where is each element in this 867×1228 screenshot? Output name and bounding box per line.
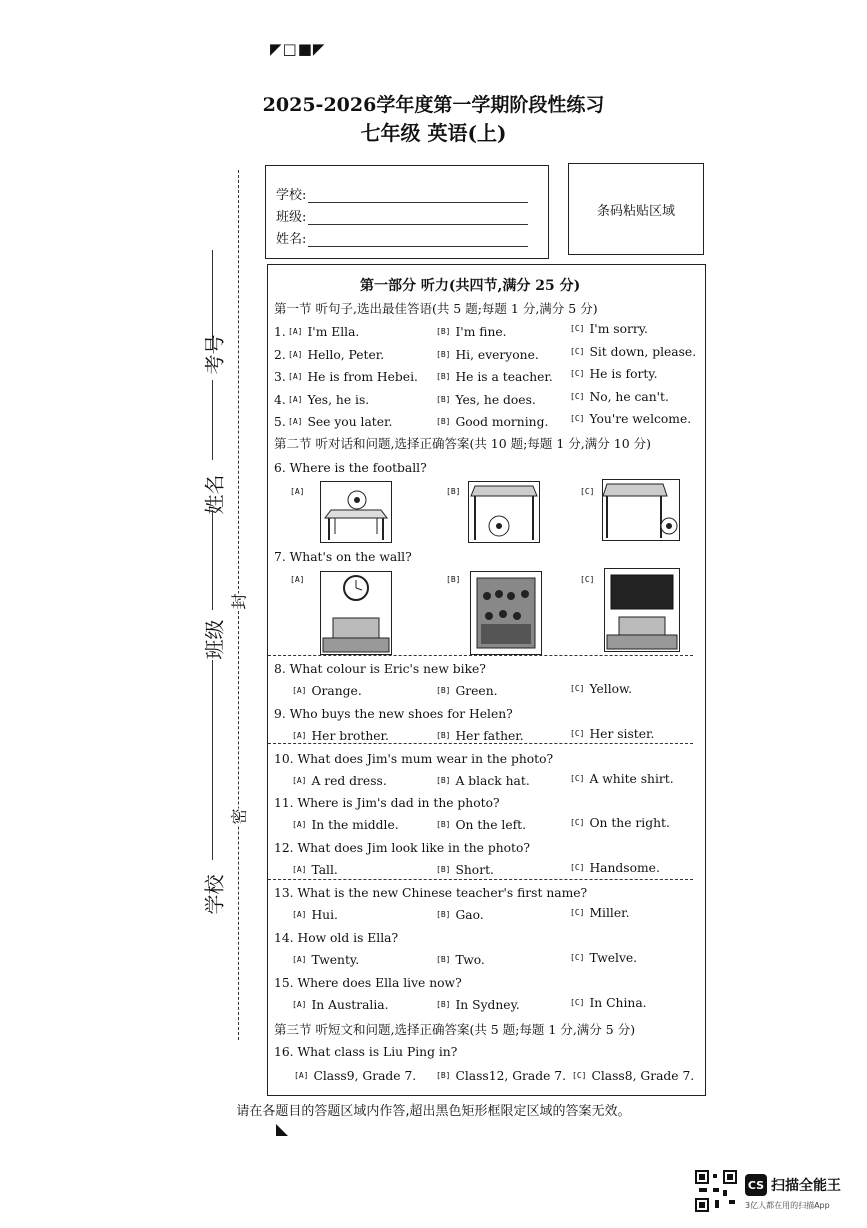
section2-heading: 第二节 听对话和问题,选择正确答案(共 10 题;每题 1 分,满分 10 分) xyxy=(274,436,651,451)
q14-option-b-text: Two. xyxy=(455,952,485,967)
q12-option-c-text: Handsome. xyxy=(589,861,660,876)
secret-label: 密 xyxy=(227,808,250,824)
q14-option-c[interactable] xyxy=(570,951,637,965)
question-9: 9. Who buys the new shoes for Helen? xyxy=(274,706,513,721)
q11-option-b-text: On the left. xyxy=(455,818,527,833)
q1-option-a-text: I'm Ella. xyxy=(307,325,360,339)
question-16: 16. What class is Liu Ping in? xyxy=(274,1045,458,1059)
school-label: 学校: xyxy=(276,188,307,203)
q11-option-c[interactable] xyxy=(570,816,670,830)
q12-option-a[interactable] xyxy=(292,863,338,877)
class-line xyxy=(308,212,528,225)
q11-option-c-letter: [C] xyxy=(570,818,585,828)
question-5-number: 5. xyxy=(274,415,286,429)
q4-option-b[interactable] xyxy=(436,393,536,407)
question-7: 7. What's on the wall? xyxy=(274,550,412,564)
q13-option-b[interactable] xyxy=(436,908,484,922)
q13-option-c-text: Miller. xyxy=(589,906,630,920)
wall-clock-image[interactable] xyxy=(320,571,392,655)
q16-option-b-letter: [B] xyxy=(436,1071,451,1080)
q8-option-c-text: Yellow. xyxy=(589,682,633,696)
q11-option-a-letter: [A] xyxy=(292,820,307,830)
q4-option-c-letter: [C] xyxy=(570,391,585,401)
side-class-label: 班级 xyxy=(202,619,227,660)
q10-option-b-text: A black hat. xyxy=(455,773,530,788)
q12-option-a-letter: [A] xyxy=(292,865,307,875)
q11-option-b[interactable] xyxy=(436,818,526,832)
divider-1 xyxy=(268,655,693,656)
q16-option-b[interactable] xyxy=(436,1069,566,1083)
q14-option-a-letter: [A] xyxy=(292,954,307,964)
q11-option-c-text: On the right. xyxy=(589,816,670,831)
question-11: 11. Where is Jim's dad in the photo? xyxy=(274,796,500,811)
q4-option-a-letter: [A] xyxy=(288,394,303,404)
q16-option-c-text: Class8, Grade 7. xyxy=(591,1069,695,1083)
q5-option-b-text: Good morning. xyxy=(455,415,549,429)
q2-option-c-letter: [C] xyxy=(570,346,585,356)
q13-option-c-letter: [C] xyxy=(570,908,585,917)
q15-option-a[interactable] xyxy=(292,998,389,1012)
exam-subtitle: 七年级 英语(上) xyxy=(360,121,507,145)
divider-3 xyxy=(268,879,693,880)
question-8: 8. What colour is Eric's new bike? xyxy=(274,662,486,676)
q13-option-b-letter: [B] xyxy=(436,910,451,919)
section1-heading: 第一节 听句子,选出最佳答语(共 5 题;每题 1 分,满分 5 分) xyxy=(274,301,598,316)
divider-2 xyxy=(268,743,693,744)
corner-triangle-mark xyxy=(276,1124,288,1136)
q15-option-b-text: In Sydney. xyxy=(455,997,520,1012)
q10-option-a-letter: [A] xyxy=(292,775,307,785)
q13-option-b-text: Gao. xyxy=(455,908,484,922)
q8-option-c[interactable] xyxy=(570,682,632,696)
question-12: 12. What does Jim look like in the photo? xyxy=(274,841,530,856)
q15-option-b-letter: [B] xyxy=(436,999,451,1009)
q3-option-b-letter: [B] xyxy=(436,372,451,381)
q16-option-c[interactable] xyxy=(572,1069,694,1083)
part1-title: 第一部分 听力(共四节,满分 25 分) xyxy=(360,278,581,294)
q1-option-b-text: I'm fine. xyxy=(455,325,507,339)
q2-option-a[interactable] xyxy=(288,348,384,362)
q16-option-a[interactable] xyxy=(294,1069,416,1083)
q16-option-c-letter: [C] xyxy=(572,1071,587,1080)
q8-option-b[interactable] xyxy=(436,684,498,698)
listening-section xyxy=(267,264,706,1096)
q14-option-a-text: Twenty. xyxy=(311,952,360,967)
q6-option-a-letter[interactable]: [A] xyxy=(290,487,305,496)
q10-option-c-text: A white shirt. xyxy=(589,771,674,786)
school-side-line xyxy=(212,660,213,860)
q12-option-c-letter: [C] xyxy=(570,863,585,873)
q10-option-b[interactable] xyxy=(436,774,530,788)
q3-option-b[interactable] xyxy=(436,370,553,384)
barcode-area: 条码粘贴区域 xyxy=(568,163,704,255)
q16-option-b-text: Class12, Grade 7. xyxy=(455,1069,567,1083)
q5-option-c[interactable] xyxy=(570,412,691,426)
q4-option-b-text: Yes, he does. xyxy=(455,392,536,407)
q2-option-c-text: Sit down, please. xyxy=(589,344,697,359)
q9-option-c[interactable] xyxy=(570,727,654,741)
q11-option-a-text: In the middle. xyxy=(311,818,399,833)
q14-option-b[interactable] xyxy=(436,953,485,967)
question-15: 15. Where does Ella live now? xyxy=(274,975,462,990)
camscanner-logo-icon: CS xyxy=(745,1174,767,1196)
q2-option-b-letter: [B] xyxy=(436,349,451,359)
q3-option-a[interactable] xyxy=(288,370,418,384)
q6-option-c-letter[interactable]: [C] xyxy=(580,487,595,496)
q15-option-c-letter: [C] xyxy=(570,997,585,1007)
side-name-label: 姓名 xyxy=(202,474,227,515)
q9-option-a-text: Her brother. xyxy=(311,728,389,743)
q10-option-a[interactable] xyxy=(292,774,387,788)
q7-option-a-letter[interactable]: [A] xyxy=(290,575,305,584)
side-school-label: 学校 xyxy=(202,874,227,915)
name-line xyxy=(308,234,528,247)
q5-option-a[interactable] xyxy=(288,415,392,429)
q6-option-b-letter[interactable]: [B] xyxy=(446,487,461,496)
corner-marks: ◤□■◤ xyxy=(270,40,326,58)
wall-blackboard-image[interactable] xyxy=(604,568,680,652)
q5-option-b[interactable] xyxy=(436,415,548,429)
q15-option-c-text: In China. xyxy=(589,995,647,1010)
q15-option-a-text: In Australia. xyxy=(311,997,389,1012)
q12-option-b[interactable] xyxy=(436,863,494,877)
wall-photo-image[interactable] xyxy=(470,571,542,655)
q4-option-a[interactable] xyxy=(288,393,369,407)
q8-option-b-letter: [B] xyxy=(436,686,451,695)
q12-option-b-letter: [B] xyxy=(436,865,451,875)
q7-option-b-letter[interactable]: [B] xyxy=(446,575,461,584)
name-side-line xyxy=(212,380,213,460)
q16-option-a-text: Class9, Grade 7. xyxy=(313,1069,417,1083)
q9-option-c-letter: [C] xyxy=(570,728,585,738)
q8-option-a[interactable] xyxy=(292,684,362,698)
q9-option-c-text: Her sister. xyxy=(589,726,655,741)
question-2-number: 2. xyxy=(274,347,286,362)
q12-option-a-text: Tall. xyxy=(311,863,338,878)
q1-option-a-letter: [A] xyxy=(288,327,303,336)
q3-option-c[interactable] xyxy=(570,367,658,381)
q3-option-b-text: He is a teacher. xyxy=(455,370,553,384)
q8-option-c-letter: [C] xyxy=(570,684,585,693)
q12-option-b-text: Short. xyxy=(455,863,494,878)
q10-option-a-text: A red dress. xyxy=(311,773,387,788)
q4-option-a-text: Yes, he is. xyxy=(307,392,370,407)
q15-option-b[interactable] xyxy=(436,998,520,1012)
q7-option-c-letter[interactable]: [C] xyxy=(580,575,595,584)
q9-option-b[interactable] xyxy=(436,729,524,743)
q11-option-b-letter: [B] xyxy=(436,820,451,830)
q15-option-a-letter: [A] xyxy=(292,999,307,1009)
class-label: 班级: xyxy=(276,210,307,225)
q14-option-a[interactable] xyxy=(292,953,359,967)
question-14: 14. How old is Ella? xyxy=(274,930,399,945)
q10-option-b-letter: [B] xyxy=(436,775,451,785)
q1-option-c-letter: [C] xyxy=(570,324,585,333)
q9-option-a[interactable] xyxy=(292,729,389,743)
q5-option-c-letter: [C] xyxy=(570,414,585,423)
footer-note: 请在各题目的答题区域内作答,超出黑色矩形框限定区域的答案无效。 xyxy=(236,1104,631,1119)
q1-option-c-text: I'm sorry. xyxy=(589,322,648,336)
q5-option-a-text: See you later. xyxy=(307,415,393,429)
question-3-number: 3. xyxy=(274,370,286,384)
question-6: 6. Where is the football? xyxy=(274,461,427,475)
scanner-brand-name: 扫描全能王 xyxy=(771,1178,841,1194)
q8-option-a-text: Orange. xyxy=(311,684,362,698)
q4-option-c[interactable] xyxy=(570,390,669,404)
q9-option-b-letter: [B] xyxy=(436,730,451,740)
qr-code-icon xyxy=(695,1170,737,1212)
q3-option-c-letter: [C] xyxy=(570,369,585,378)
question-4-number: 4. xyxy=(274,392,286,407)
q2-option-b-text: Hi, everyone. xyxy=(455,347,539,362)
question-10: 10. What does Jim's mum wear in the photo? xyxy=(274,751,554,766)
school-line xyxy=(308,190,528,203)
q1-option-b-letter: [B] xyxy=(436,327,451,336)
q10-option-c-letter: [C] xyxy=(570,773,585,783)
question-13: 13. What is the new Chinese teacher's first name? xyxy=(274,886,588,900)
q9-option-a-letter: [A] xyxy=(292,730,307,740)
q1-option-c[interactable] xyxy=(570,322,648,336)
table-football-on-image[interactable] xyxy=(320,481,392,543)
q12-option-c[interactable] xyxy=(570,861,660,875)
q1-option-a[interactable] xyxy=(288,325,359,339)
seal-label: 封 xyxy=(227,593,250,609)
q5-option-b-letter: [B] xyxy=(436,417,451,426)
student-info-box xyxy=(265,165,549,259)
q4-option-c-text: No, he can't. xyxy=(589,389,669,404)
table-football-beside-image[interactable] xyxy=(602,479,680,541)
q3-option-a-letter: [A] xyxy=(288,372,303,381)
q1-option-b[interactable] xyxy=(436,325,507,339)
q15-option-c[interactable] xyxy=(570,996,647,1010)
q13-option-a-text: Hui. xyxy=(311,908,338,922)
section3-heading: 第三节 听短文和问题,选择正确答案(共 5 题;每题 1 分,满分 5 分) xyxy=(274,1022,636,1037)
q16-option-a-letter: [A] xyxy=(294,1071,309,1080)
name-label: 姓名: xyxy=(276,232,307,247)
exam-title: 2025-2026学年度第一学期阶段性练习 xyxy=(262,94,605,116)
q13-option-a-letter: [A] xyxy=(292,910,307,919)
q5-option-c-text: You're welcome. xyxy=(589,412,692,426)
table-football-under-image[interactable] xyxy=(468,481,540,543)
q2-option-b[interactable] xyxy=(436,348,539,362)
q9-option-b-text: Her father. xyxy=(455,728,524,743)
q8-option-a-letter: [A] xyxy=(292,686,307,695)
q14-option-c-text: Twelve. xyxy=(589,950,638,965)
q4-option-b-letter: [B] xyxy=(436,394,451,404)
question-1-number: 1. xyxy=(274,325,286,339)
q3-option-c-text: He is forty. xyxy=(589,367,658,381)
school-field[interactable] xyxy=(276,184,528,203)
class-field[interactable] xyxy=(276,206,528,225)
q13-option-c[interactable] xyxy=(570,906,630,920)
q11-option-a[interactable] xyxy=(292,818,399,832)
q13-option-a[interactable] xyxy=(292,908,338,922)
q2-option-a-letter: [A] xyxy=(288,349,303,359)
q8-option-b-text: Green. xyxy=(455,684,498,698)
q14-option-b-letter: [B] xyxy=(436,954,451,964)
q5-option-a-letter: [A] xyxy=(288,417,303,426)
q14-option-c-letter: [C] xyxy=(570,952,585,962)
q2-option-a-text: Hello, Peter. xyxy=(307,347,385,362)
name-field[interactable] xyxy=(276,228,528,247)
q3-option-a-text: He is from Hebei. xyxy=(307,370,418,384)
class-side-line xyxy=(212,510,213,610)
scanner-tagline: 3亿人都在用的扫描App xyxy=(745,1201,830,1210)
q10-option-c[interactable] xyxy=(570,772,674,786)
side-exam-no-label: 考号 xyxy=(202,334,227,375)
q2-option-c[interactable] xyxy=(570,345,696,359)
